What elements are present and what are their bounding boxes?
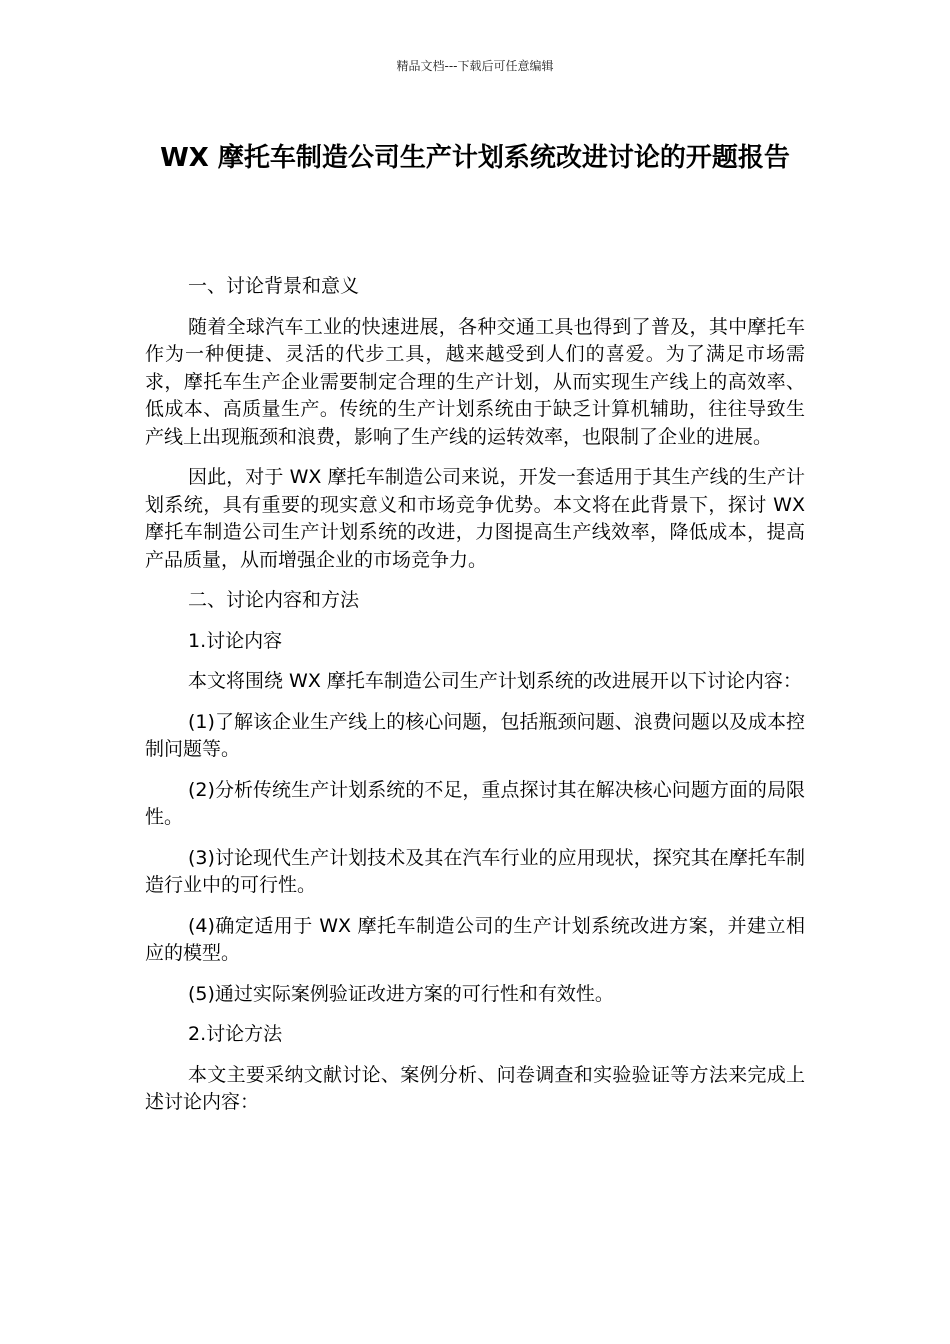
body-paragraph: 本文主要采纳文献讨论、案例分析、问卷调查和实验验证等方法来完成上述讨论内容： <box>145 1063 805 1113</box>
subsection-heading-content: 1.讨论内容 <box>188 629 283 652</box>
list-item: (3)讨论现代生产计划技术及其在汽车行业的应用现状，探究其在摩托车制造行业中的可行性。 <box>145 846 805 896</box>
body-paragraph: 本文将围绕 WX 摩托车制造公司生产计划系统的改进展开以下讨论内容： <box>188 670 802 692</box>
body-paragraph: 随着全球汽车工业的快速进展，各种交通工具也得到了普及，其中摩托车作为一种便捷、灵活的代步工具，越来越受到人们的喜爱。为了满足市场需求，摩托车生产企业需要制定合理的生产计划，从而实现生产线上的高效率、低成本、高质量生产。传统的生产计划系统由于缺乏计算机辅助，往往导致生产线上出现瓶颈和浪费，影响了生产线的运转效率，也限制了企业的进展。 <box>145 315 805 448</box>
section-heading-background: 一、讨论背景和意义 <box>188 275 360 297</box>
page-header-watermark: 精品文档---下载后可任意编辑 <box>396 59 554 73</box>
list-item: (5)通过实际案例验证改进方案的可行性和有效性。 <box>188 982 614 1005</box>
list-item: (2)分析传统生产计划系统的不足，重点探讨其在解决核心问题方面的局限性。 <box>145 778 805 828</box>
body-paragraph: 因此，对于 WX 摩托车制造公司来说，开发一套适用于其生产线的生产计划系统，具有重要的现实意义和市场竞争优势。本文将在此背景下，探讨 WX 摩托车制造公司生产计划系统的改进，力图提高生产线效率，降低成本，提高产品质量，从而增强企业的市场竞争力。 <box>145 466 805 571</box>
list-item: (1)了解该企业生产线上的核心问题，包括瓶颈问题、浪费问题以及成本控制问题等。 <box>145 710 805 760</box>
section-heading-content-method: 二、讨论内容和方法 <box>188 589 360 611</box>
document-title: WX 摩托车制造公司生产计划系统改进讨论的开题报告 <box>160 143 790 173</box>
list-item: (4)确定适用于 WX 摩托车制造公司的生产计划系统改进方案，并建立相应的模型。 <box>145 914 805 964</box>
subsection-heading-method: 2.讨论方法 <box>188 1023 283 1045</box>
document-body <box>145 273 805 1130</box>
